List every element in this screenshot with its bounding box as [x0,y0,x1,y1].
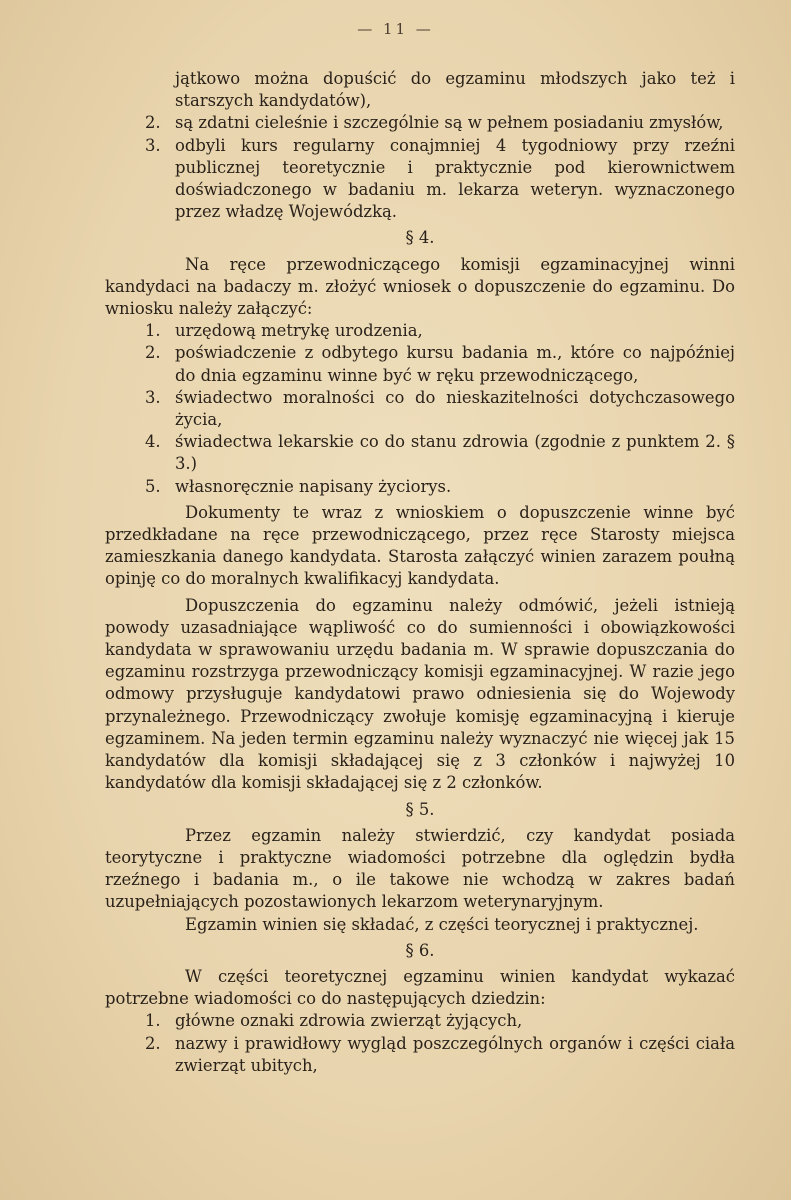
list-item [105,476,735,498]
section4-intro: Na ręce przewodniczącego komisji egzaminacyjnej winni kandydaci na badaczy m. złożyć wniosek o dopuszczenie do egzaminu. Do wniosku należy załączyć: [105,254,735,319]
list-text: nazwy i prawidłowy wygląd poszczególnych organów i części ciała zwierząt ubitych, [175,1033,735,1075]
list-text: główne oznaki zdrowia zwierząt żyjących, [175,1011,523,1031]
list-item [105,135,735,224]
list-item [105,1010,735,1032]
list-text: własnoręcznie napisany życiorys. [175,476,452,496]
list-text: świadectwo moralności co do nieskazitelności dotychczasowego życia, [175,387,735,430]
list-number: 2. [145,1033,161,1053]
section-heading-6: § 6. [405,940,435,960]
list-item [105,320,735,342]
list-text: odbyli kurs regularny conajmniej 4 tygodniowy przy rzeźni publicznej teoretycznie i praktycznie pod kierownictwem doświadczonego w badaniu m. lekarza weteryn. wyznaczonego przez władzę Wojewódzką. [175,135,735,222]
list-number: 4. [145,432,161,452]
list-number: 3. [145,135,161,155]
list-number: 1. [145,1011,161,1031]
list-text: poświadczenie z odbytego kursu badania m., które co najpóźniej do dnia egzaminu winne być w ręku przewodniczącego, [175,343,735,385]
continued-paragraph: jątkowo można dopuścić do egzaminu młodszych jako też i starszych kandydatów), [175,69,735,111]
section5-paragraph: Egzamin winien się składać, z części teorycznej i praktycznej. [185,914,699,934]
page-number: — 11 — [357,20,434,38]
list-text: urzędową metrykę urodzenia, [175,321,423,341]
list-item [105,431,735,475]
list-number: 2. [145,343,161,363]
section-heading-5: § 5. [405,799,435,819]
list-item [105,112,735,134]
page-content [105,68,735,1077]
section6-intro: W części teoretycznej egzaminu winien kandydat wykazać potrzebne wiadomości co do następujących dziedzin: [105,966,735,1009]
list-text: są zdatni cieleśnie i szczególnie są w pełnem posiadaniu zmysłów, [175,113,724,133]
list-number: 2. [145,113,161,133]
list-item [105,387,735,431]
list-item [105,1033,735,1077]
list-text: świadectwa lekarskie co do stanu zdrowia (zgodnie z punktem 2. § 3.) [175,432,735,474]
list-number: 3. [145,387,161,407]
list-number: 5. [145,476,161,496]
list-number: 1. [145,321,161,341]
section-heading-4: § 4. [405,228,435,248]
section4-paragraph: Dopuszczenia do egzaminu należy odmówić, jeżeli istnieją powody uzasadniające wąpliwość co do sumienności i obowiązkowości kandydata w sprawowaniu urzędu badania m. W sprawie dopuszczania do egzaminu rozstrzyga przewodniczący komisji egzaminacyjnej. W razie jego odmowy przysługuje kandydatowi prawo odniesienia się do Wojewody przynależnego. Przewodniczący zwołuje komisję egzaminacyjną i kieruje egzaminem. Na jeden termin egzaminu należy wyznaczyć nie więcej jak 15 kandydatów dla komisji składającej się z 3 członków i najwyżej 10 kandydatów dla komisji składającej się z 2 członków. [105,595,735,793]
section5-paragraph: Przez egzamin należy stwierdzić, czy kandydat posiada teorytyczne i praktyczne wiadomości potrzebne dla oględzin bydła rzeźnego i badania m., o ile takowe nie wchodzą w zakres badań uzupełniających pozostawionych lekarzom weterynaryjnym. [105,825,735,912]
list-item [105,342,735,386]
section4-paragraph: Dokumenty te wraz z wnioskiem o dopuszczenie winne być przedkładane na ręce przewodniczącego, przez ręce Starosty miejsca zamieszkania danego kandydata. Starosta załączyć winien zarazem poułną opinję co do moralnych kwalifikacyj kandydata. [105,502,735,589]
